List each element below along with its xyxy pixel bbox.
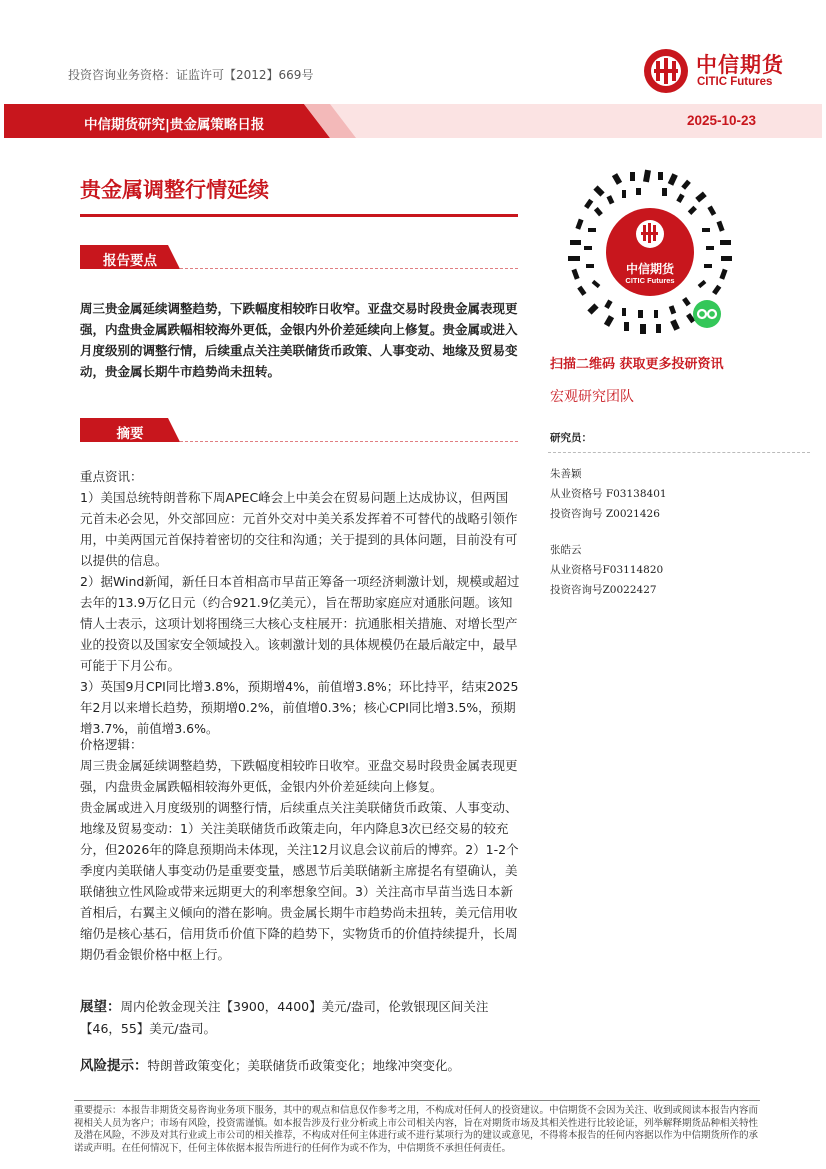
- summary-label: 摘要: [116, 426, 144, 442]
- qr-caption: 扫描二维码 获取更多投研资讯: [550, 357, 724, 372]
- logic-heading: 价格逻辑：: [80, 737, 143, 752]
- key-points-tab: [80, 245, 180, 269]
- researcher-consult-id: 投资咨询号 Z0021426: [550, 508, 660, 520]
- footer-divider: [74, 1100, 760, 1101]
- qr-logo-subtitle: CITIC Futures: [625, 276, 675, 285]
- summary-tab: [80, 418, 180, 442]
- logo-title: 中信期货: [696, 53, 784, 77]
- logic-paragraph: 周三贵金属延续调整趋势，下跌幅度相较昨日收窄。亚盘交易时段贵金属表现更强，内盘贵金属跌幅相较海外更低，金银内外价差延续向上修复。: [80, 758, 518, 794]
- researcher-license: 从业资格号F03114820: [550, 564, 664, 576]
- key-points-text: 周三贵金属延续调整趋势，下跌幅度相较昨日收窄。亚盘交易时段贵金属表现更强，内盘贵金属跌幅相较海外更低，金银内外价差延续向上修复。贵金属或进入月度级别的调整行情，后续重点关注美联储货币政策、人事变动、地缘及贸易变动，贵金属长期牛市趋势尚未扭转。: [80, 301, 518, 379]
- news-item: 3）英国9月CPI同比增3.8%，预期增4%，前值增3.8%；环比持平，结束2025年2月以来增长趋势，预期增0.2%，前值增0.3%；核心CPI同比增3.5%，预期增3.7%，前值增3.6%。: [80, 679, 519, 736]
- qr-code-image: [566, 168, 734, 336]
- key-points-rule: [180, 268, 518, 269]
- risk-section: [80, 1055, 520, 1077]
- key-points-label: 报告要点: [103, 253, 157, 269]
- report-date: 2025-10-23: [686, 113, 756, 128]
- citic-logo: [642, 47, 807, 95]
- logic-paragraph: 贵金属或进入月度级别的调整行情，后续重点关注美联储货币政策、人事变动、地缘及贸易变动：1）关注美联储货币政策走向，年内降息3次已经交易的较充分，但2026年的降息预期尚未体现，关注12月议息会议前后的博弈。2）1-2个季度内美联储人事变动仍是重要变量，感恩节后美联储新主席提名有望确认，美联储独立性风险或带来远期更大的利率想象空间。3）关注高市早苗当选日本新首相后，右翼主义倾向的潜在影响。贵金属长期牛市趋势尚未扭转，美元信用收缩仍是核心基石，信用货币价值下降的趋势下，实物货币的价值持续提升，长周期仍看金银价格中枢上行。: [80, 800, 519, 962]
- outlook-text: 周内伦敦金现关注【3900，4400】美元/盎司，伦敦银现区间关注【46，55】美元/盎司。: [80, 999, 489, 1036]
- logic-section: [80, 734, 520, 965]
- logo-subtitle: CITIC Futures: [697, 76, 773, 88]
- license-text: 投资咨询业务资格：证监许可【2012】669号: [68, 68, 314, 82]
- researcher-consult-id: 投资咨询号Z0022427: [550, 584, 657, 596]
- news-heading: 重点资讯：: [80, 469, 143, 484]
- page-title: 贵金属调整行情延续: [80, 178, 269, 202]
- researcher-name: 张皓云: [550, 544, 582, 556]
- researcher-label: 研究员：: [550, 432, 592, 444]
- title-divider: [80, 214, 518, 217]
- disclaimer-text: 重要提示：本报告非期货交易咨询业务项下服务，其中的观点和信息仅作参考之用，不构成对任何人的投资建议。中信期货不会因为关注、收到或阅读本报告内容而视相关人员为客户；市场有风险，投资需谨慎。如本报告涉及行业分析或上市公司相关内容，旨在对期货市场及其相关性进行比较论证，列举解释期货品种相关特性及潜在风险，不涉及对其行业或上市公司的相关推荐，不构成对任何主体进行或不进行某项行为的建议或意见，不得将本报告的任何内容据以作为中信期货所作的承诺或声明。在任何情况下，任何主体依据本报告所进行的任何作为或不作为，中信期货不承担任何责任。: [74, 1105, 759, 1154]
- report-series: 中信期货研究|贵金属策略日报: [84, 117, 265, 133]
- citic-logo-icon: [642, 47, 692, 95]
- news-item: 2）据Wind新闻，新任日本首相高市早苗正筹备一项经济刺激计划，规模或超过去年的13.9万亿日元（约合921.9亿美元），旨在帮助家庭应对通胀问题。该知情人士表示，这项计划将围绕三大核心支柱展开：抗通胀相关措施、对增长型产业的投资以及国家安全领域投入。该刺激计划的具体规模仍在最后敲定中，最早可能于下月公布。: [80, 574, 520, 673]
- researcher-card: [550, 540, 663, 600]
- outlook-section: [80, 996, 520, 1039]
- news-section: [80, 466, 520, 739]
- risk-text: 特朗普政策变化；美联储货币政策变化；地缘冲突变化。: [147, 1058, 461, 1073]
- qr-logo-title: 中信期货: [625, 262, 674, 276]
- qr-code[interactable]: [566, 168, 734, 336]
- summary-rule: [180, 441, 518, 442]
- researcher-license: 从业资格号 F03138401: [550, 488, 667, 500]
- outlook-label: 展望：: [80, 999, 121, 1015]
- sidebar-divider: [548, 452, 810, 453]
- team-name: 宏观研究团队: [550, 389, 634, 405]
- news-item: 1）美国总统特朗普称下周APEC峰会上中美会在贸易问题上达成协议，但两国元首未必会见，外交部回应：元首外交对中美关系发挥着不可替代的战略引领作用，中美两国元首保持着密切的交往和沟通；关于提到的具体问题，目前没有可以提供的信息。: [80, 490, 518, 568]
- risk-label: 风险提示：: [80, 1058, 148, 1074]
- researcher-card: [550, 464, 667, 524]
- header-banner: [4, 104, 822, 138]
- researcher-name: 朱善颖: [550, 468, 582, 480]
